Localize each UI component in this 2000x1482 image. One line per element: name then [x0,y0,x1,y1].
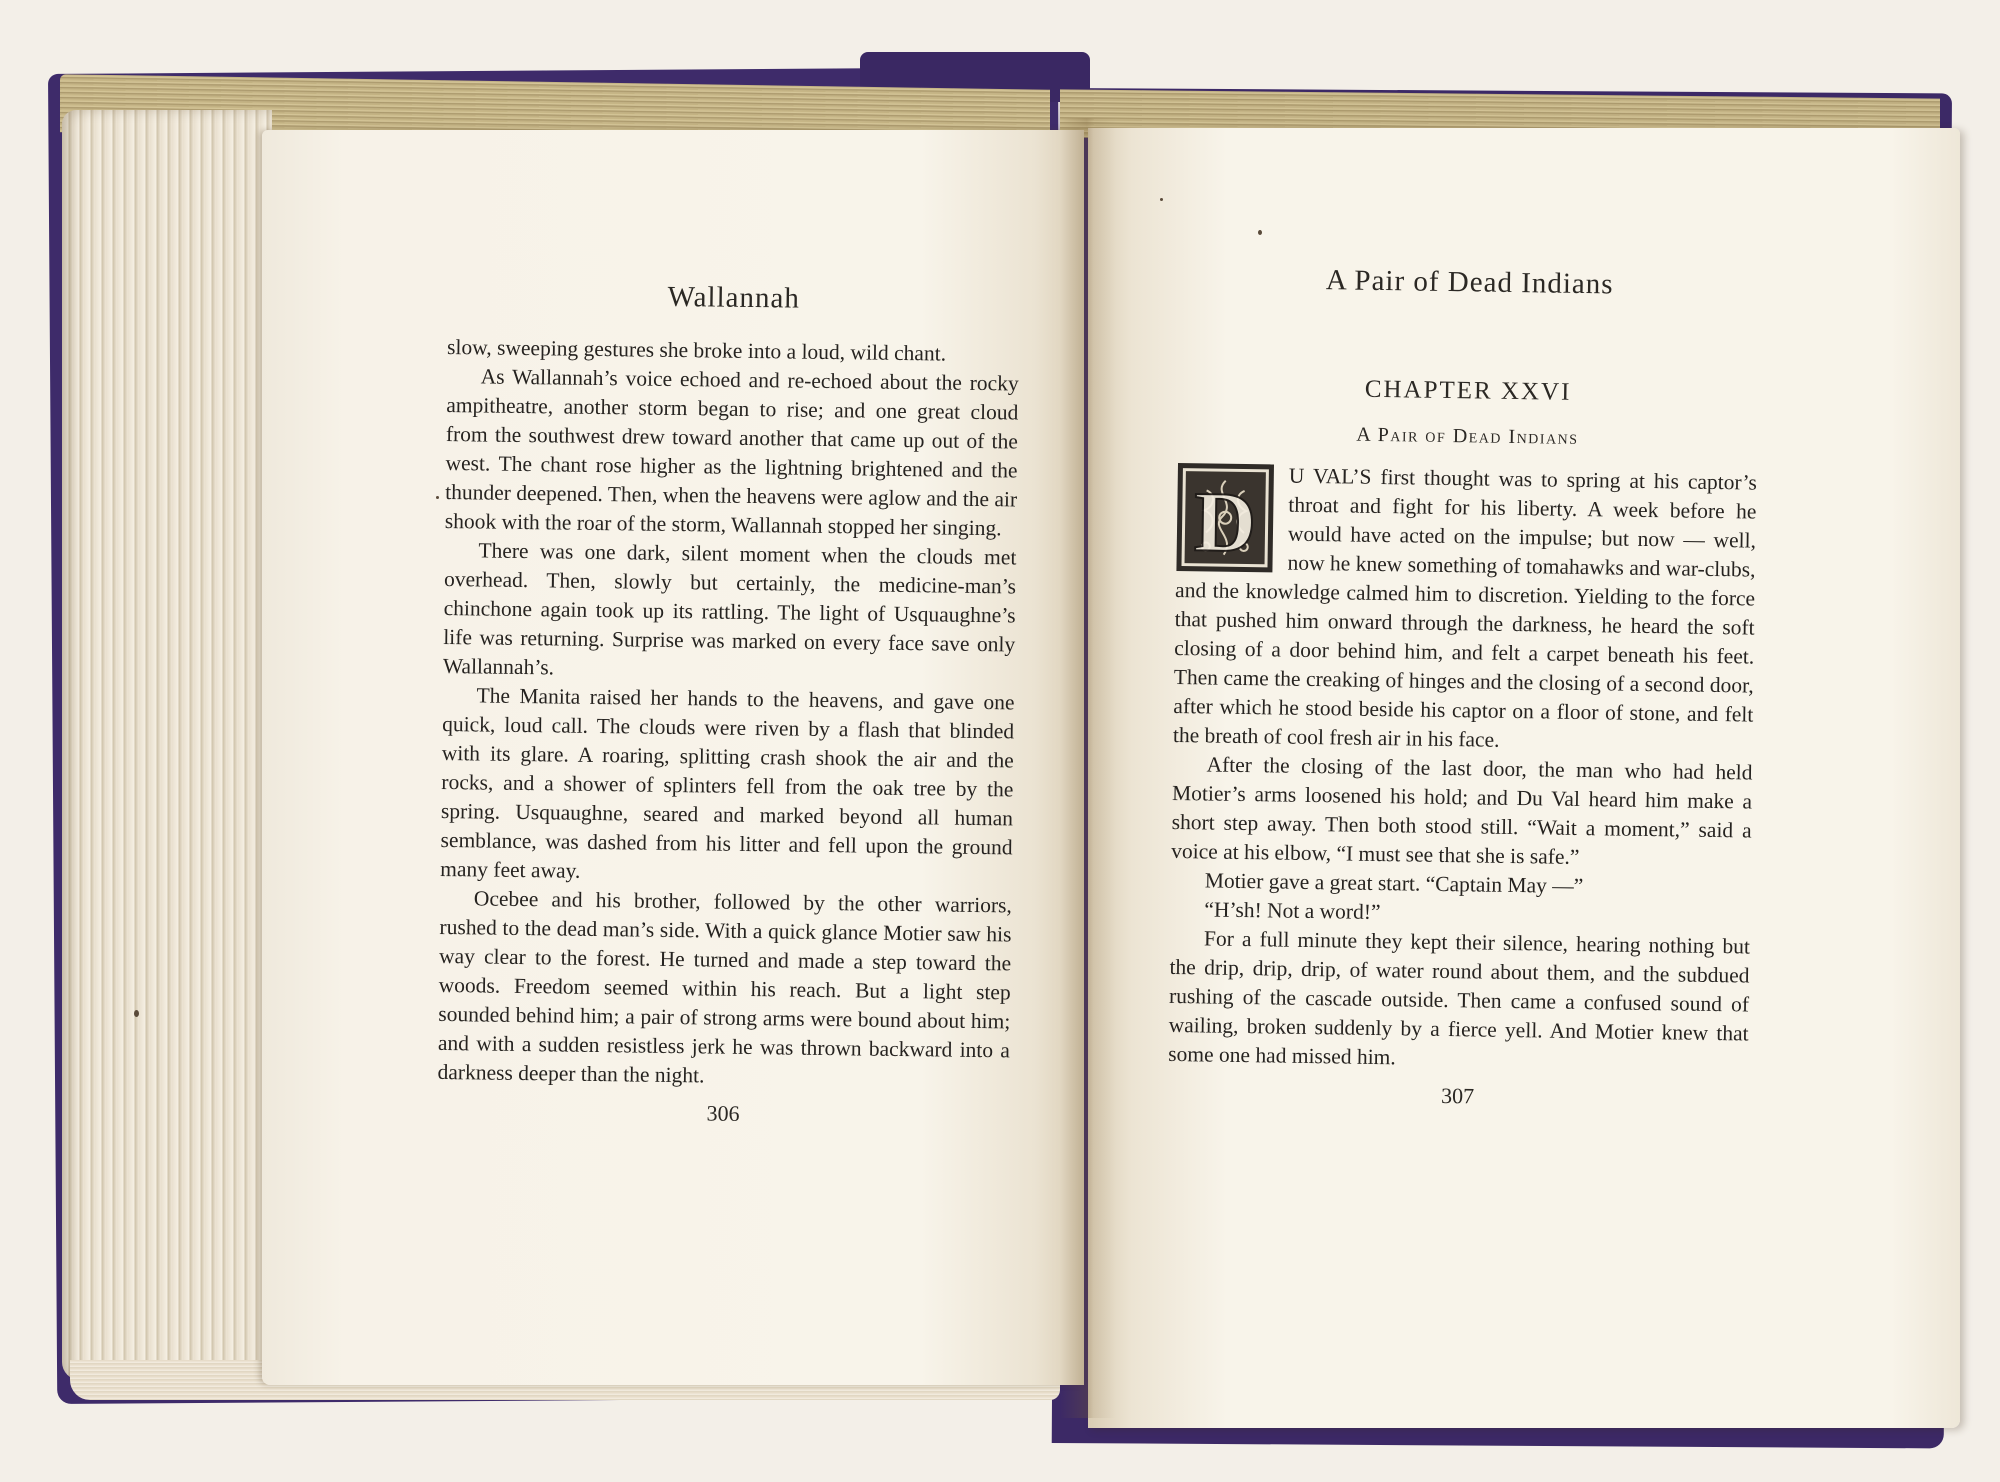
right-paragraph: Motier gave a great start. “Captain May —” [1204,868,1584,899]
scan-speck [436,496,439,499]
left-paragraph: There was one dark, silent moment when the clouds met overhead. Then, slowly but certainly, the medicine-man’s chinchone again took up its rattling. The light of Usquaughne’s life was returning. Surprise was marked on every face save only Wallannah’s. [442,538,1017,680]
left-paragraph: Ocebee and his brother, followed by the other warriors, rushed to the dead man’s side. With a quick glance Motier saw his way clear to the forest. He turned and made a step toward the woods. Freedom seemed within his reach. But a light step sounded behind him; a pair of strong arms were bound about him; and with a sudden resistless jerk he was thrown backward into a darkness deeper than the night. [437,886,1012,1088]
left-page-number: 306 [706,1100,740,1126]
right-paragraph: “H’sh! Not a word!” [1204,897,1381,925]
right-paragraph: After the closing of the last door, the man who had held Motier’s arms loosened his hold; and Du Val heard him make a short step away. Then both stood still. “Wait a moment,” said a voice at his elbow, “I must see that she is safe.” [1171,752,1753,869]
right-running-head: A Pair of Dead Indians [1325,264,1614,301]
left-running-head: Wallannah [667,280,801,315]
page-fore-edge-stack [62,110,272,1380]
scan-speck [1160,198,1163,201]
book-gutter-shadow [1060,118,1116,1418]
right-page-text [1167,262,1759,1114]
drop-cap-ornament-icon [1175,462,1275,573]
right-page-number: 307 [1440,1082,1475,1109]
left-paragraph: As Wallannah’s voice echoed and re-echoed about the rocky ampitheatre, another storm began to rise; and one great cloud from the southwest drew toward another that came up out of the west. The chant rose higher as the lightning brightened and the thunder deepened. Then, when the heavens were aglow and the air shook with the roar of the storm, Wallannah stopped her singing. [444,364,1019,541]
scan-speck [134,1010,139,1017]
right-paragraph: For a full minute they kept their silence, hearing nothing but the drip, drip, drip, of water round about them, and the subdued rushing of the cascade outside. Then came a confused sound of wailing, broken suddenly by a fierce yell. And Motier knew that some one had missed him. [1168,926,1751,1070]
ornamental-drop-cap [1175,462,1275,573]
chapter-title: A Pair of Dead Indians [1356,423,1579,449]
drop-cap-letter: D [1193,473,1257,571]
left-paragraph: The Manita raised her hands to the heavens, and gave one quick, loud call. The clouds were riven by a flash that blinded with its glare. A roaring, splitting crash shook the air and the rocks, and a shower of splinters fell from the oak tree by the spring. Usquaughne, seared and marked beyond all human semblance, was dashed from his litter and fell upon the ground many feet away. [440,683,1015,883]
left-page-text [437,278,1020,1130]
chapter-number: CHAPTER XXVI [1364,375,1572,406]
left-paragraph: slow, sweeping gestures she broke into a loud, wild chant. [446,334,947,366]
right-paragraph: U VAL’S first thought was to spring at his captor’s throat and fight for his liberty. A week before he would have acted on the impulse; but now — well, now he knew something of tomahawks and war-clubs, and the knowledge calmed him to discretion. Yielding to the force that pushed him onward through the darkness, he heard the soft closing of a door behind him, and felt a carpet beneath his feet. Then came the creaking of hinges and the closing of a second door, after which he stood beside his captor on a floor of stone, and felt the breath of cool fresh air in his face. [1172,463,1757,752]
scan-speck [1258,230,1262,235]
